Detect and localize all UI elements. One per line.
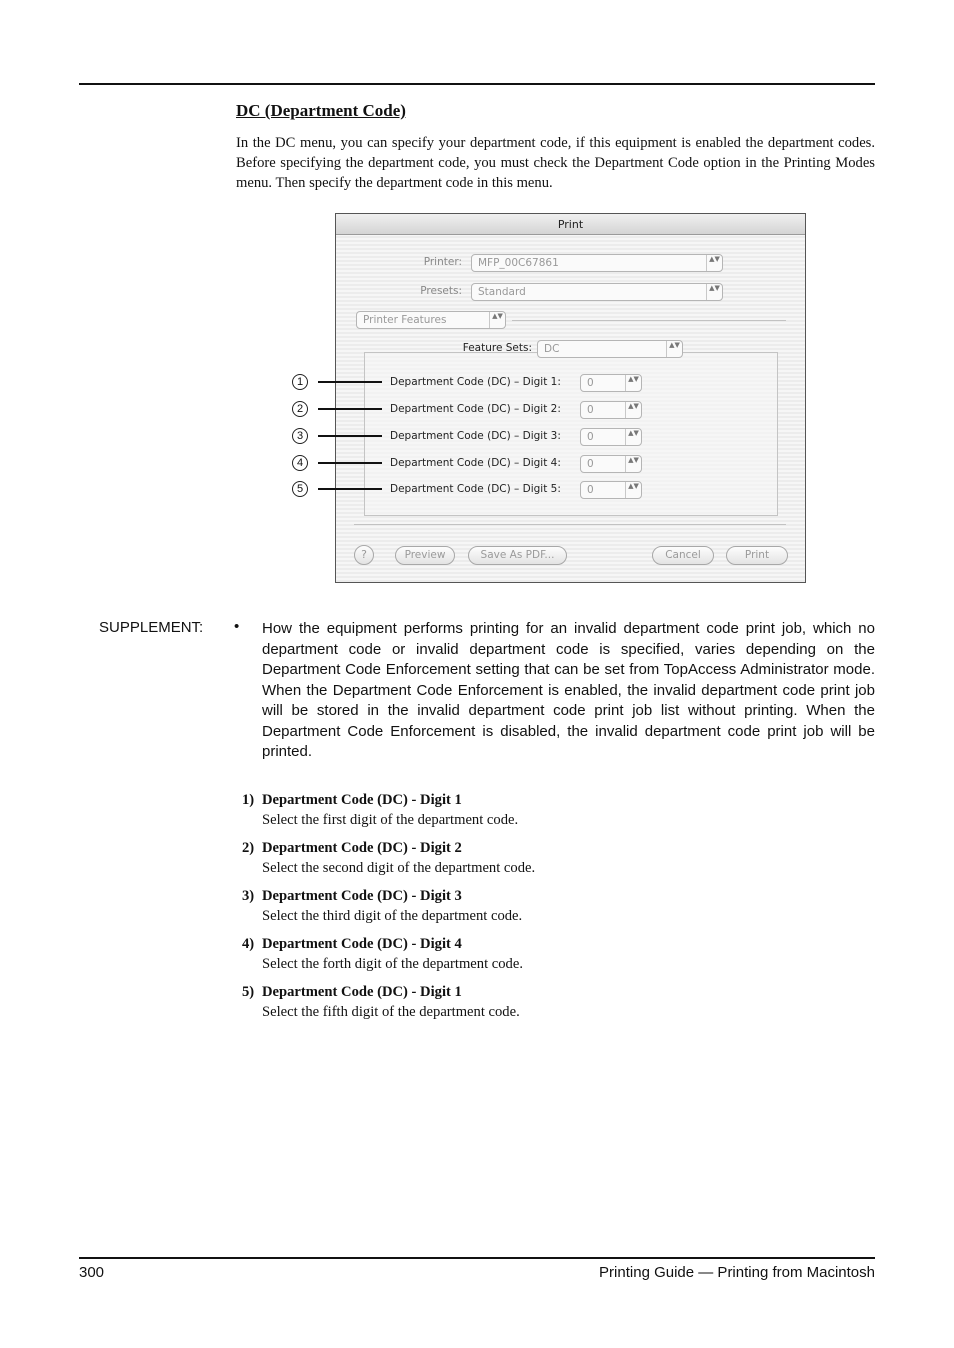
popup-arrows-icon: ▲▼ — [625, 456, 641, 472]
list-item — [242, 934, 862, 974]
digit-5-label: Department Code (DC) – Digit 5: — [390, 483, 561, 495]
dialog-title: Print — [336, 214, 805, 235]
list-item — [242, 838, 862, 878]
supplement-text: How the equipment performs printing for an invalid department code print job, which no department code or invalid department code is specified, varies depending on the Department Code Enforcement setting that can be set from TopAccess Administrator mode. When the Department Code Enforcement is enabled, the invalid department code print job will be stored in the invalid department code print job list without printing. When the Department Code Enforcement is disabled, the invalid department code print job will be printed. — [262, 620, 875, 760]
item-description: Select the fifth digit of the department code. — [262, 1004, 520, 1020]
item-description: Select the forth digit of the department code. — [262, 956, 523, 972]
presets-popup[interactable] — [471, 283, 723, 301]
header-rule — [79, 83, 875, 85]
popup-arrows-icon: ▲▼ — [489, 312, 505, 328]
item-number: 2) — [242, 840, 255, 856]
callout-line-2 — [318, 408, 382, 410]
digit-3-label: Department Code (DC) – Digit 3: — [390, 430, 561, 442]
callout-5: 5 — [292, 481, 308, 497]
feature-sets-popup[interactable] — [537, 340, 683, 358]
popup-arrows-icon: ▲▼ — [625, 402, 641, 418]
callout-line-3 — [318, 435, 382, 437]
digit-2-popup[interactable] — [580, 401, 642, 419]
printer-popup[interactable] — [471, 254, 723, 272]
digit-4-popup[interactable] — [580, 455, 642, 473]
panel-popup[interactable] — [356, 311, 506, 329]
item-description: Select the third digit of the department code. — [262, 908, 523, 924]
save-as-pdf-button[interactable]: Save As PDF... — [468, 546, 567, 565]
list-item — [242, 790, 862, 830]
callout-line-1 — [318, 381, 382, 383]
digit-2-label: Department Code (DC) – Digit 2: — [390, 403, 561, 415]
digit-4-value: 0 — [587, 458, 594, 470]
digit-4-label: Department Code (DC) – Digit 4: — [390, 457, 561, 469]
popup-arrows-icon: ▲▼ — [666, 341, 682, 357]
item-number: 5) — [242, 984, 255, 1000]
help-button[interactable]: ? — [354, 545, 374, 565]
item-number: 1) — [242, 792, 255, 808]
supplement-label: SUPPLEMENT: — [99, 619, 204, 636]
callout-4: 4 — [292, 455, 308, 471]
callout-2: 2 — [292, 401, 308, 417]
bullet-icon: • — [234, 618, 240, 635]
item-title: Department Code (DC) - Digit 1 — [262, 984, 462, 1000]
callout-1: 1 — [292, 374, 308, 390]
item-title: Department Code (DC) - Digit 2 — [262, 840, 462, 856]
panel-value: Printer Features — [363, 314, 447, 326]
presets-label: Presets: — [420, 285, 462, 297]
digit-5-value: 0 — [587, 484, 594, 496]
list-item — [242, 982, 862, 1022]
digit-3-popup[interactable] — [580, 428, 642, 446]
separator — [354, 524, 786, 525]
popup-arrows-icon: ▲▼ — [625, 482, 641, 498]
footer-rule — [79, 1257, 875, 1259]
print-dialog — [335, 213, 806, 583]
section-title: DC (Department Code) — [236, 101, 406, 120]
item-number: 4) — [242, 936, 255, 952]
feature-sets-label: Feature Sets: — [462, 342, 532, 354]
callout-line-5 — [318, 488, 382, 490]
print-button[interactable]: Print — [726, 546, 788, 565]
callout-line-4 — [318, 462, 382, 464]
printer-value: MFP_00C67861 — [478, 257, 559, 269]
item-title: Department Code (DC) - Digit 1 — [262, 792, 462, 808]
intro-paragraph: In the DC menu, you can specify your department code, if this equipment is enabled the department codes. Before specifying the department code, you must check the Department Code option in the Printing Modes menu. Then specify the department code in this menu. — [236, 135, 875, 191]
feature-sets-value: DC — [544, 343, 560, 355]
digit-1-value: 0 — [587, 377, 594, 389]
page-number: 300 — [79, 1264, 105, 1281]
popup-arrows-icon: ▲▼ — [706, 255, 722, 271]
digit-5-popup[interactable] — [580, 481, 642, 499]
digit-1-popup[interactable] — [580, 374, 642, 392]
popup-arrows-icon: ▲▼ — [625, 429, 641, 445]
item-description: Select the first digit of the department code. — [262, 812, 519, 828]
item-title: Department Code (DC) - Digit 4 — [262, 936, 462, 952]
callout-3: 3 — [292, 428, 308, 444]
item-description: Select the second digit of the department code. — [262, 860, 536, 876]
presets-value: Standard — [478, 286, 526, 298]
digit-3-value: 0 — [587, 431, 594, 443]
list-item — [242, 886, 862, 926]
item-number: 3) — [242, 888, 255, 904]
digit-2-value: 0 — [587, 404, 594, 416]
digit-1-label: Department Code (DC) – Digit 1: — [390, 376, 561, 388]
printer-label: Printer: — [423, 256, 462, 268]
cancel-button[interactable]: Cancel — [652, 546, 714, 565]
popup-arrows-icon: ▲▼ — [706, 284, 722, 300]
popup-arrows-icon: ▲▼ — [625, 375, 641, 391]
separator — [512, 320, 786, 321]
footer-title: Printing Guide — Printing from Macintosh — [599, 1264, 875, 1281]
item-title: Department Code (DC) - Digit 3 — [262, 888, 462, 904]
preview-button[interactable]: Preview — [395, 546, 455, 565]
